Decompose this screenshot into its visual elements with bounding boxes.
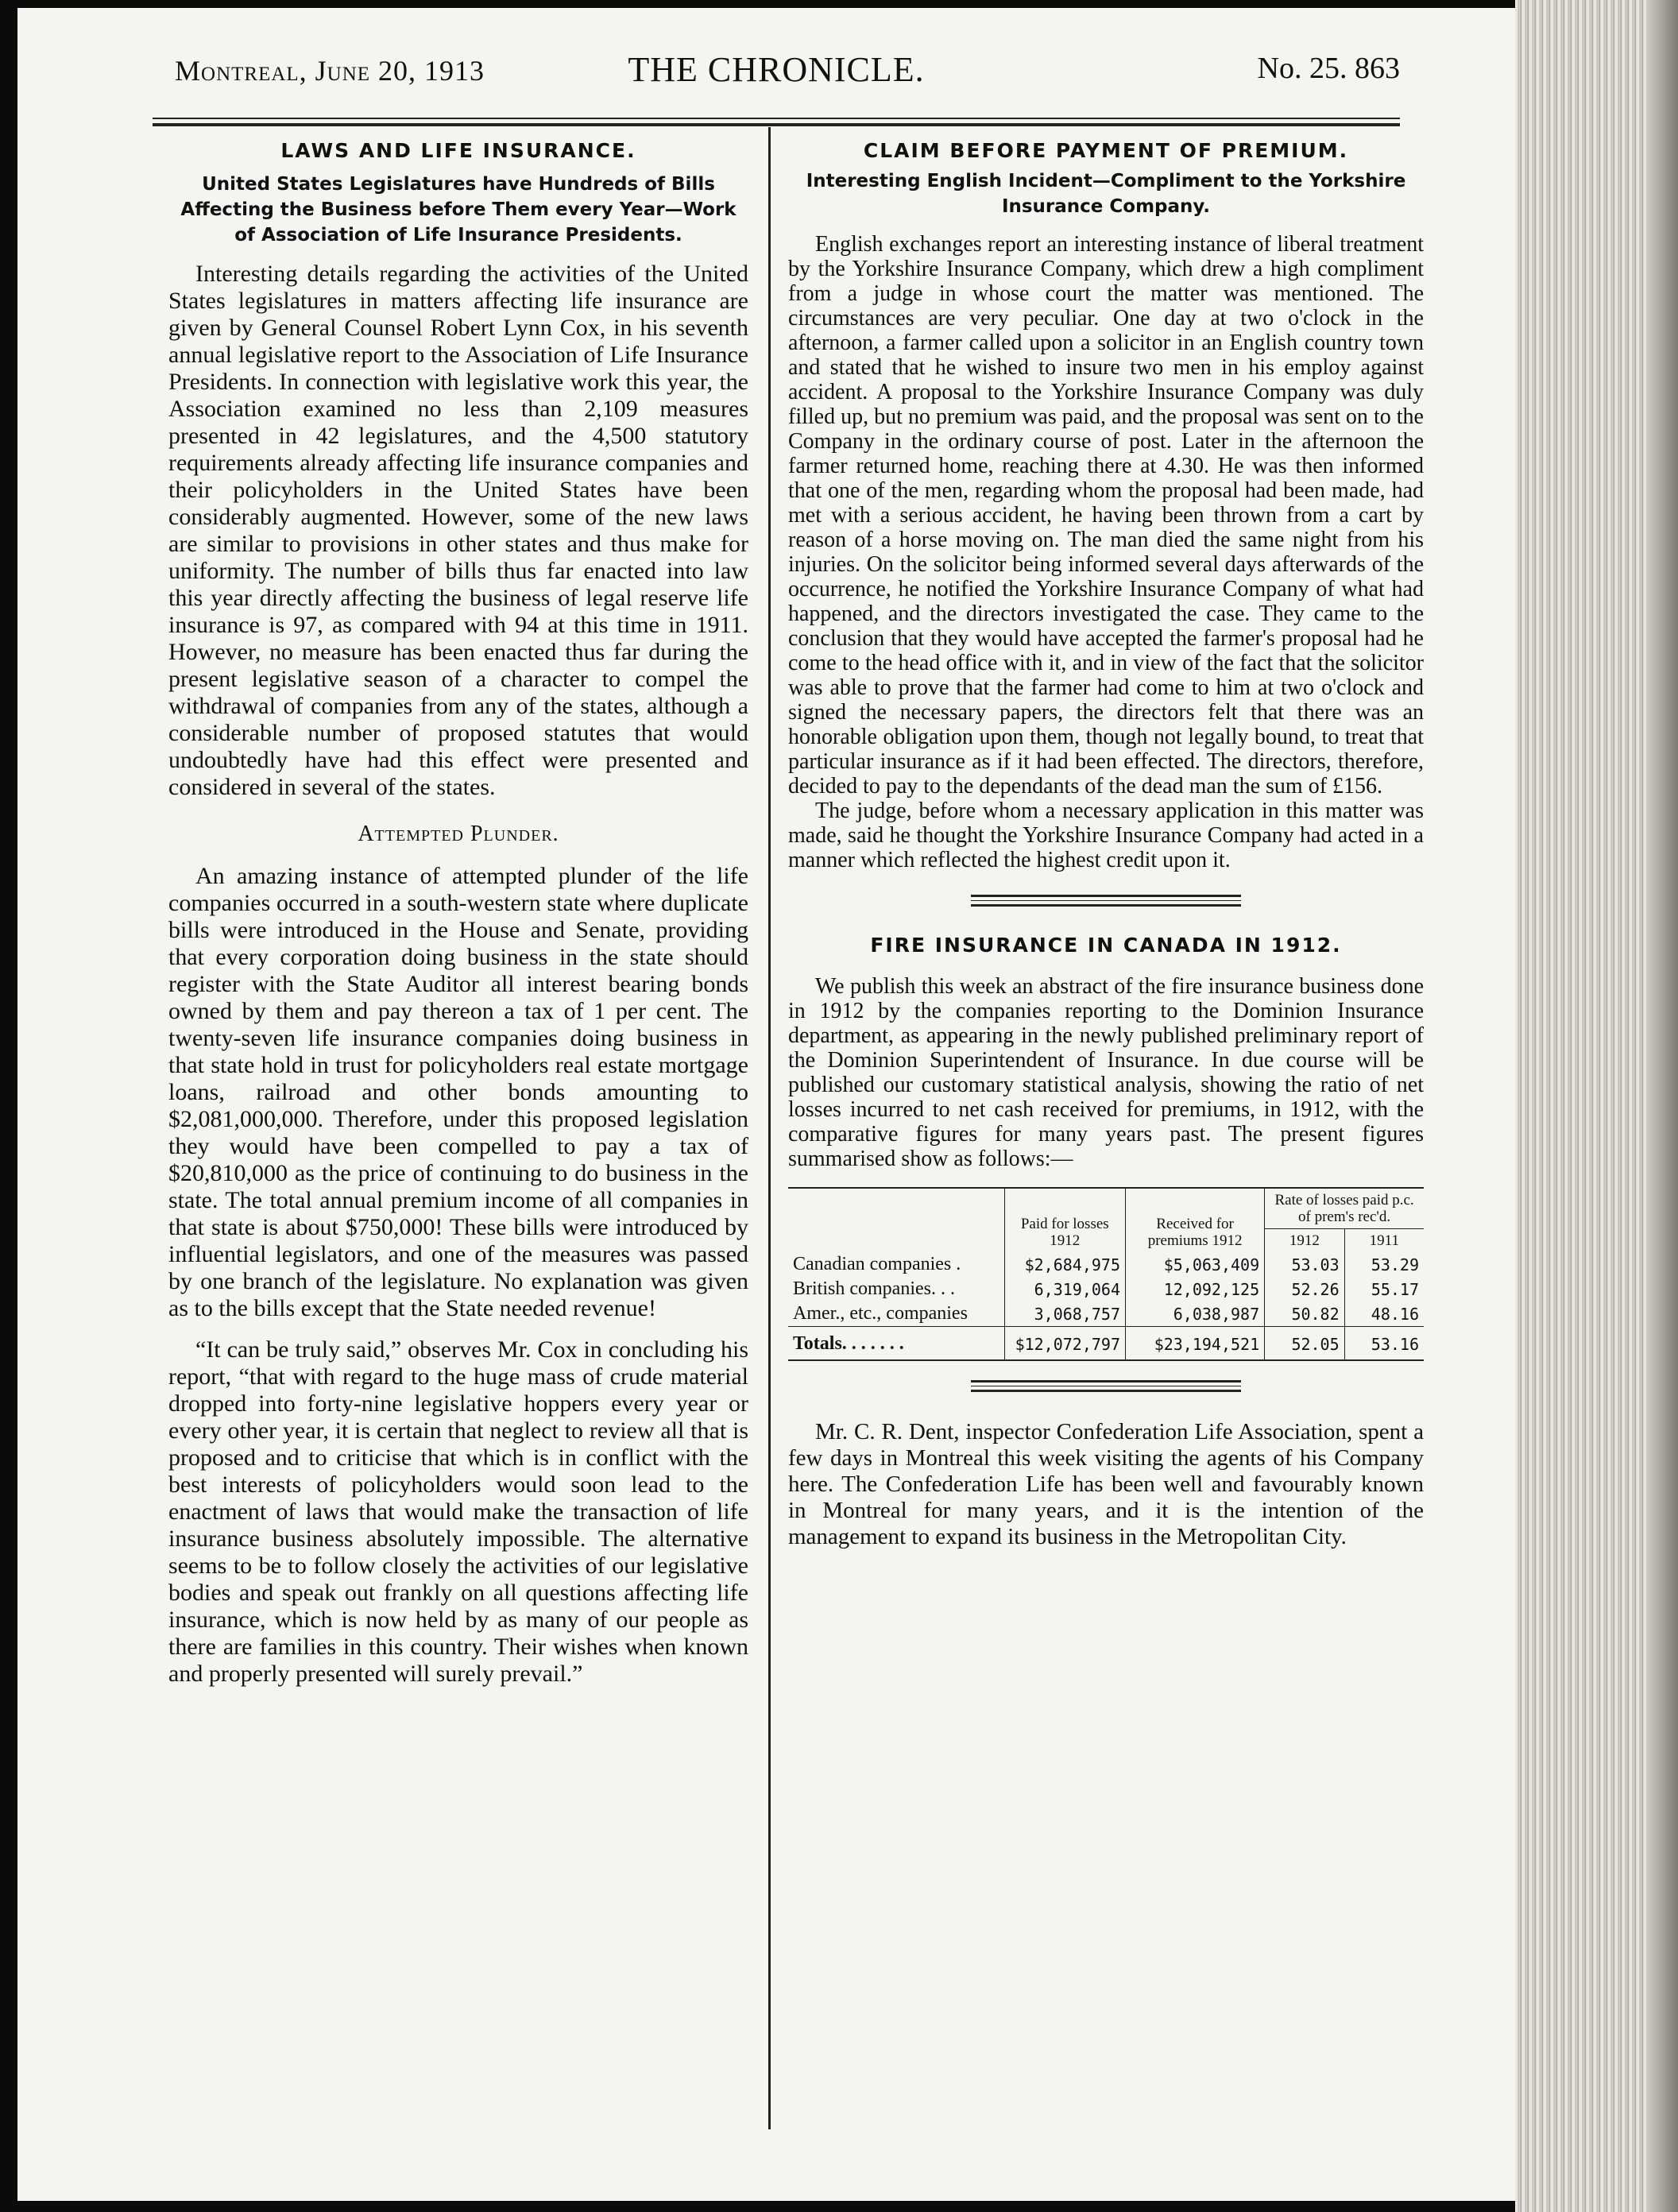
cell-rate-1911: 55.17 [1344,1277,1424,1301]
paragraph-dent: Mr. C. R. Dent, inspector Confederation Life Association, spent a few days in Montreal this week visiting the agents of his Company here. The Confederation Life has been well and favourably known in Montreal for many years, and it is the intention of the management to expand its business in the Metropolitan City. [788,1419,1424,1549]
issue-page-number: No. 25. 863 [1257,52,1400,85]
col-header-received: Received for premiums 1912 [1126,1188,1265,1252]
page-header [153,38,1400,110]
header-rule-thin [153,118,1400,119]
article-subheading-laws: United States Legislatures have Hundreds of Bills Affecting the Business before Them every Year—Work of Association of Life Insurance Presidents. [180,174,737,246]
newspaper-page [17,8,1515,2201]
col-header-rate-1912: 1912 [1265,1229,1345,1253]
paragraph-laws-1: Interesting details regarding the activities of the United States legislatures in matters affecting life insurance are given by General Counsel Robert Lynn Cox, in his seventh annual legislative report to the Association of Life Insurance Presidents. In connection with legislative work this year, the Association examined no less than 2,109 measures presented in 42 legislatures, and the 4,500 statutory requirements already affecting life insurance companies and their policyholders in the United States have been considerably augmented. However, some of the new laws are similar to provisions in other states and thus make for uniformity. The number of bills thus far enacted into law this year directly affecting the business of legal reserve life insurance is 97, as compared with 94 at this time in 1911. However, no measure has been enacted thus far during the present legislative season of a character to compel the withdrawal of companies from any of the states, although a considerable number of proposed statutes that would undoubtedly have had this effect were presented and considered in several of the states. [168,261,748,800]
paragraph-claim-2: The judge, before whom a necessary application in this matter was made, said he thought the Yorkshire Insurance Company had acted in a manner which reflected the highest credit upon it. [788,799,1424,872]
cell-rate-1912: 52.26 [1265,1277,1345,1301]
masthead-title: THE CHRONICLE. [628,50,925,89]
table-row [788,1277,1424,1301]
right-column [788,139,1424,1550]
left-column [168,139,748,1688]
cell-rate-1911: 53.16 [1344,1327,1424,1361]
dateline: Montreal, June 20, 1913 [175,55,485,87]
article-heading-claim: CLAIM BEFORE PAYMENT OF PREMIUM. [863,139,1349,162]
cell-paid: $2,684,975 [1004,1252,1126,1277]
cell-rate-1912: 52.05 [1265,1327,1345,1361]
cell-paid: 3,068,757 [1004,1301,1126,1327]
table-total-row [788,1327,1424,1361]
section-ornament-rule [971,895,1241,907]
cell-rate-1911: 53.29 [1344,1252,1424,1277]
row-label: Canadian companies . [793,1254,961,1274]
article-heading-fire: FIRE INSURANCE IN CANADA IN 1912. [870,934,1342,957]
cell-received: 12,092,125 [1126,1277,1265,1301]
page-edges [1515,0,1678,2212]
col-header-paid: Paid for losses 1912 [1004,1188,1126,1252]
column-divider [768,127,771,2129]
cell-paid: $12,072,797 [1004,1327,1126,1361]
col-header-rate-1911: 1911 [1344,1229,1424,1253]
header-rule-thick [153,123,1400,126]
table-row [788,1301,1424,1327]
row-label: Amer., etc., companies [793,1303,968,1324]
subsection-title-plunder: Attempted Plunder. [358,822,559,846]
cell-rate-1912: 53.03 [1265,1252,1345,1277]
row-label: Totals. . . . . . . [788,1327,1004,1361]
paragraph-plunder: An amazing instance of attempted plunder of the life companies occurred in a south-western state where duplicate bills were introduced in the House and Senate, providing that every corporation doing business in the state should register with the State Auditor all interest bearing bonds owned by them and pay thereon a tax of 1 per cent. The twenty-seven life insurance companies doing business in that state hold in trust for policyholders real estate mortgage loans, railroad and other bonds amounting to $2,081,000,000. Therefore, under this proposed legislation they would have been compelled to pay a tax of $20,810,000 as the price of continuing to do business in the state. The total annual premium income of all companies in that state is about $750,000! These bills were introduced by influential legislators, and one of the measures was passed by one branch of the legislature. No explanation was given as to the bills except that the State needed revenue! [168,863,748,1321]
cell-rate-1912: 50.82 [1265,1301,1345,1327]
table-row [788,1252,1424,1277]
fire-insurance-table [788,1187,1424,1361]
section-ornament-rule [971,1380,1241,1392]
row-label: British companies. . . [793,1278,955,1299]
table-corner [788,1188,1004,1252]
cell-received: $5,063,409 [1126,1252,1265,1277]
cell-paid: 6,319,064 [1004,1277,1126,1301]
cell-received: 6,038,987 [1126,1301,1265,1327]
article-heading-laws: LAWS AND LIFE INSURANCE. [280,139,636,162]
paragraph-cox-quote: “It can be truly said,” observes Mr. Cox in concluding his report, “that with regard to the huge mass of crude material dropped into forty-nine legislative hoppers every year or every other year, it is certain that neglect to review all that is proposed and to criticise that which is in conflict with the best interests of policyholders would soon lead to the enactment of laws that would make the transaction of life insurance business absolutely impossible. The alternative seems to be to follow closely the activities of our legislative bodies and speak out frankly on all questions affecting life insurance, which is now held by as many of our people as there are families in this country. Their wishes when known and properly presented will surely prevail.” [168,1336,748,1687]
cell-rate-1911: 48.16 [1344,1301,1424,1327]
col-header-rate: Rate of losses paid p.c. of prem's rec'd. [1265,1188,1424,1229]
paragraph-fire-1: We publish this week an abstract of the fire insurance business done in 1912 by the companies reporting to the Dominion Insurance department, as appearing in the newly published preliminary report of the Dominion Superintendent of Insurance. In due course will be published our customary statistical analysis, showing the ratio of net losses incurred to net cash received for premiums, in 1912, with the comparative figures for many years past. The present figures summarised show as follows:— [788,974,1424,1171]
cell-received: $23,194,521 [1126,1327,1265,1361]
article-subheading-claim: Interesting English Incident—Compliment to the Yorkshire Insurance Company. [806,171,1406,217]
paragraph-claim-1: English exchanges report an interesting instance of liberal treatment by the Yorkshire Insurance Company, which drew a high compliment from a judge in whose court the matter was mentioned. The circumstances are very peculiar. One day at two o'clock in the afternoon, a farmer called upon a solicitor in an English country town and stated that he wished to insure two men in his employ against accident. A proposal to the Yorkshire Insurance Company was duly filled up, but no premium was paid, and the proposal was sent on to the Company in the ordinary course of post. Later in the afternoon the farmer returned home, reaching there at 4.30. He was then informed that one of the men, regarding whom the proposal had been made, had met with a serious accident, he having been thrown from a cart by reason of a horse moving on. The man died the same night from his injuries. On the solicitor being informed several days afterwards of the occurrence, he notified the Yorkshire Insurance Company of what had happened, and the directors investigated the case. They came to the conclusion that they would have accepted the farmer's proposal had he come to the head office with it, and in view of the fact that the solicitor was able to prove that the farmer had come to him at two o'clock and signed the necessary papers, the directors felt that there was an honorable obligation upon them, though not legally bound, to treat that particular insurance as if it had been effected. The directors, therefore, decided to pay to the dependants of the dead man the sum of £156. [788,232,1424,799]
table-header-row [788,1188,1424,1229]
